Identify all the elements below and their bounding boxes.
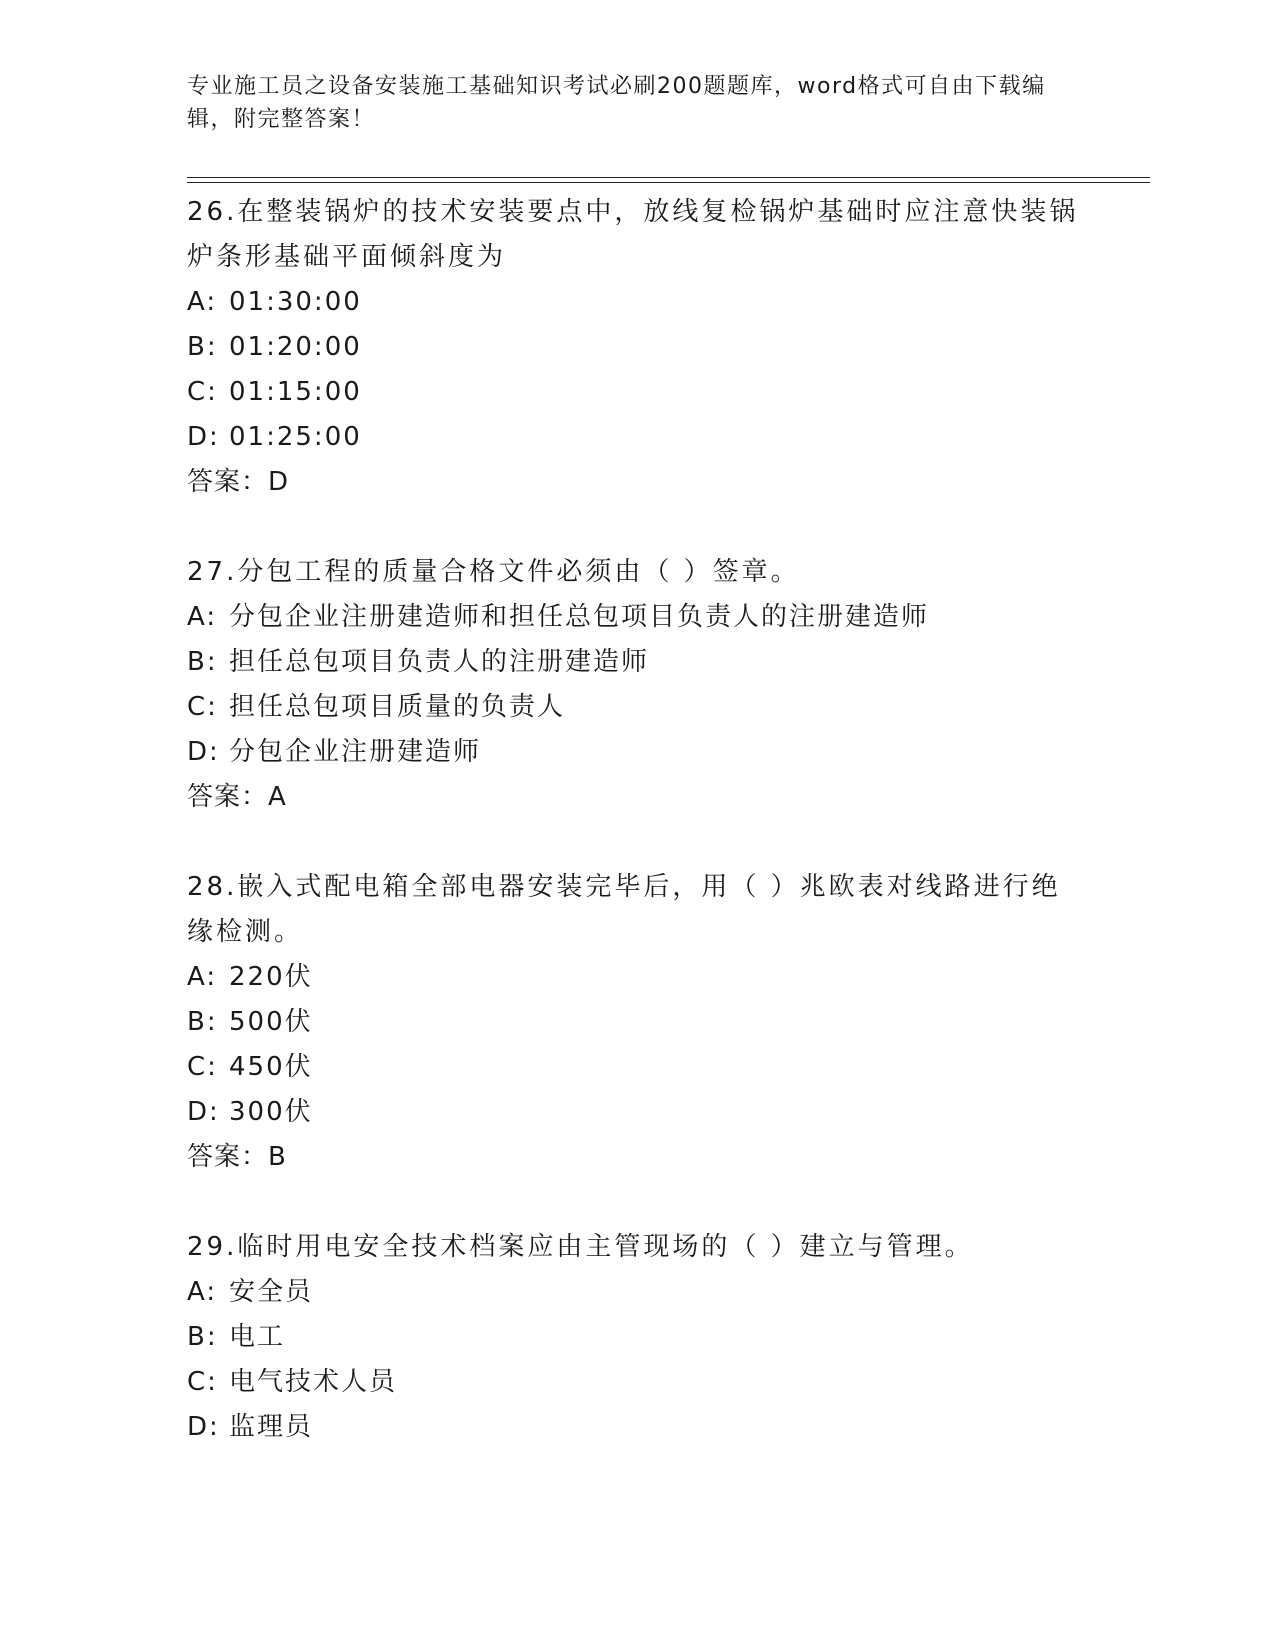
- document-header: 专业施工员之设备安装施工基础知识考试必刷200题题库，word格式可自由下载编辑，附完整答案！: [187, 74, 1046, 132]
- answer-line: 答案：D: [187, 467, 290, 497]
- option-text: 01:15:00: [229, 377, 362, 407]
- question-list: [187, 190, 1087, 1495]
- option-key: A:: [187, 962, 218, 992]
- option-d: [187, 730, 1087, 775]
- option-key: D:: [187, 737, 220, 767]
- option-text: 监理员: [229, 1412, 314, 1442]
- option-text: 01:30:00: [229, 287, 362, 317]
- option-text: 220伏: [229, 962, 313, 992]
- option-c: [187, 1360, 1087, 1405]
- question-text: 29.临时用电安全技术档案应由主管现场的（ ）建立与管理。: [187, 1232, 974, 1262]
- option-key: D:: [187, 422, 220, 452]
- option-key: C:: [187, 1367, 218, 1397]
- option-d: [187, 1090, 1087, 1135]
- option-key: B:: [187, 332, 218, 362]
- option-key: B:: [187, 1322, 218, 1352]
- option-b: [187, 1315, 1087, 1360]
- question-29: [187, 1225, 1087, 1450]
- option-key: D:: [187, 1097, 220, 1127]
- option-key: C:: [187, 1052, 218, 1082]
- question-28: [187, 865, 1087, 1180]
- option-text: 电工: [229, 1322, 286, 1352]
- option-key: C:: [187, 692, 218, 722]
- option-key: B:: [187, 647, 218, 677]
- option-c: [187, 370, 1087, 415]
- option-key: A:: [187, 1277, 218, 1307]
- header-divider-top: [187, 177, 1150, 178]
- option-text: 500伏: [229, 1007, 313, 1037]
- question-27: [187, 550, 1087, 820]
- option-text: 450伏: [229, 1052, 313, 1082]
- option-a: [187, 595, 1087, 640]
- option-text: 分包企业注册建造师和担任总包项目负责人的注册建造师: [229, 602, 930, 632]
- question-text: 28.嵌入式配电箱全部电器安装完毕后，用（ ）兆欧表对线路进行绝缘检测。: [187, 872, 1061, 947]
- answer-line: 答案：A: [187, 782, 287, 812]
- option-text: 担任总包项目负责人的注册建造师: [229, 647, 650, 677]
- option-b: [187, 640, 1087, 685]
- option-text: 01:25:00: [229, 422, 362, 452]
- option-d: [187, 415, 1087, 460]
- option-b: [187, 1000, 1087, 1045]
- option-d: [187, 1405, 1087, 1450]
- option-text: 安全员: [229, 1277, 314, 1307]
- option-key: C:: [187, 377, 218, 407]
- option-key: B:: [187, 1007, 218, 1037]
- option-c: [187, 685, 1087, 730]
- option-a: [187, 955, 1087, 1000]
- option-text: 电气技术人员: [229, 1367, 398, 1397]
- option-key: A:: [187, 602, 218, 632]
- option-key: D:: [187, 1412, 220, 1442]
- option-text: 300伏: [229, 1097, 313, 1127]
- question-26: [187, 190, 1087, 505]
- question-text: 26.在整装锅炉的技术安装要点中，放线复检锅炉基础时应注意快装锅炉条形基础平面倾斜度为: [187, 197, 1079, 272]
- option-text: 01:20:00: [229, 332, 362, 362]
- header-divider-bottom: [187, 182, 1150, 183]
- option-b: [187, 325, 1087, 370]
- option-a: [187, 280, 1087, 325]
- option-c: [187, 1045, 1087, 1090]
- option-text: 担任总包项目质量的负责人: [229, 692, 566, 722]
- option-key: A:: [187, 287, 218, 317]
- question-text: 27.分包工程的质量合格文件必须由（ ）签章。: [187, 557, 800, 587]
- option-a: [187, 1270, 1087, 1315]
- option-text: 分包企业注册建造师: [229, 737, 482, 767]
- answer-line: 答案：B: [187, 1142, 287, 1172]
